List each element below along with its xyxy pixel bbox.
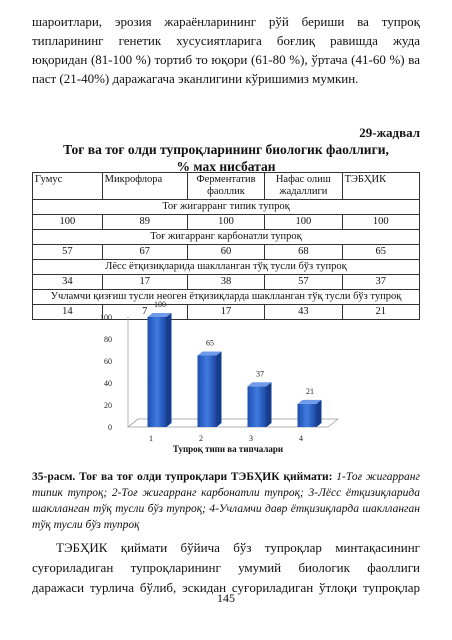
bar-side xyxy=(167,313,172,427)
table-row xyxy=(33,215,420,230)
bar xyxy=(198,356,217,428)
group-label: Учламчи қизғиш тусли неоген ётқизиқларда шаклланган тўқ тусли бўз тупроқ xyxy=(33,290,420,305)
bar-chart xyxy=(80,292,370,454)
y-tick-label: 60 xyxy=(104,357,112,366)
x-axis-title: Тупроқ типи ва типчалари xyxy=(172,444,284,454)
table-cell: 17 xyxy=(187,305,264,320)
table-cell: 21 xyxy=(342,305,419,320)
data-label: 100 xyxy=(154,300,166,309)
group-label: Лёсс ётқизиқларида шаклланган тўқ тусли бўз тупроқ xyxy=(33,260,420,275)
table-number: 29-жадвал xyxy=(359,125,420,140)
group-label-row xyxy=(33,230,420,245)
caption-legend: 1-Тоғ жигарранг типик тупроқ; 2-Тоғ жигарранг карбонатли тупроқ; 3-Лёсс ётқизиқларида шаклланган тўқ тусли бўз тупроқ; 4-Учламчи давр ётқизиқларда шаклланган тўқ тусли бўз тупроқ xyxy=(32,471,420,531)
table-cell: 34 xyxy=(33,275,103,290)
table-title-line: Тоғ ва тоғ олди тупроқларининг биологик фаоллиги, xyxy=(63,142,389,157)
body-paragraph xyxy=(32,538,420,598)
x-tick-label: 4 xyxy=(299,434,303,443)
table-cell: 100 xyxy=(342,215,419,230)
bar xyxy=(248,386,267,427)
header-cell: Нафас олиш жадаллиги xyxy=(265,173,342,200)
table-cell: 100 xyxy=(265,215,342,230)
table-cell: 65 xyxy=(342,245,419,260)
y-tick-label: 100 xyxy=(100,313,112,322)
bar-side xyxy=(317,400,322,427)
table-cell: 68 xyxy=(265,245,342,260)
table-cell: 17 xyxy=(102,275,187,290)
body-line: даражаси турлича бўлиб, эскидан суғориладиган ўтлоқи тупроқлар xyxy=(32,580,420,595)
bar xyxy=(298,404,317,427)
caption-number: 35-расм. xyxy=(32,471,76,483)
intro-line: юқоридан (81-100 %) тортиб то юқори (61-80 %), ўртача (41-60 %) ва xyxy=(32,52,420,67)
caption-title: Тоғ ва тоғ олди тупроқлари ТЭБҲИК қиймати: xyxy=(79,471,333,483)
page-number: 145 xyxy=(217,591,235,605)
table-cell: 100 xyxy=(187,215,264,230)
group-label-row xyxy=(33,260,420,275)
table-cell: 7 xyxy=(102,305,187,320)
y-tick-label: 20 xyxy=(104,401,112,410)
y-tick-label: 80 xyxy=(104,335,112,344)
intro-line: паст (21-40%) даражагача эканлигини кўришимиз мумкин. xyxy=(32,71,359,86)
body-line: суғориладиган тупроқларининг умумий биологик фаоллиги xyxy=(32,560,420,575)
figure-caption xyxy=(32,469,420,533)
header-cell: ТЭБҲИК xyxy=(342,173,419,200)
table-row xyxy=(33,275,420,290)
table-cell: 57 xyxy=(265,275,342,290)
table-cell: 38 xyxy=(187,275,264,290)
data-label: 37 xyxy=(256,369,264,379)
header-cell: Гумус xyxy=(33,173,103,200)
data-label: 65 xyxy=(206,338,214,348)
y-tick-label: 0 xyxy=(108,423,112,432)
table-cell: 100 xyxy=(33,215,103,230)
table-cell: 14 xyxy=(33,305,103,320)
bar xyxy=(148,317,167,427)
intro-line: типларининг генетик хусусиятларига боғлиқ равишда жуда xyxy=(32,33,420,48)
group-label-row xyxy=(33,200,420,215)
table-row xyxy=(33,245,420,260)
table-cell: 89 xyxy=(102,215,187,230)
group-label: Тоғ жигарранг типик тупроқ xyxy=(33,200,420,215)
y-tick-label: 40 xyxy=(104,379,112,388)
table-title-line: % мах нисбатан xyxy=(176,159,276,174)
x-tick-label: 3 xyxy=(249,434,253,443)
table-cell: 57 xyxy=(33,245,103,260)
x-tick-label: 1 xyxy=(149,434,153,443)
table-cell: 60 xyxy=(187,245,264,260)
table-title xyxy=(32,141,420,175)
header-cell: Микрофлора xyxy=(102,173,187,200)
intro-line: шароитлари, эрозия жараёнларининг рўй бериши ва тупроқ xyxy=(32,14,420,29)
table-cell: 67 xyxy=(102,245,187,260)
body-line: ТЭБҲИК қиймати бўйича бўз тупроқлар минтақасининг xyxy=(56,540,420,555)
data-label: 21 xyxy=(306,386,314,396)
table-header-row xyxy=(33,173,420,200)
intro-paragraph xyxy=(32,12,420,88)
bar-side xyxy=(267,382,272,427)
table-cell: 43 xyxy=(265,305,342,320)
bar-side xyxy=(217,352,222,428)
table-cell: 37 xyxy=(342,275,419,290)
x-tick-label: 2 xyxy=(199,434,203,443)
header-cell: Ферментатив фаоллик xyxy=(187,173,264,200)
group-label: Тоғ жигарранг карбонатли тупроқ xyxy=(33,230,420,245)
